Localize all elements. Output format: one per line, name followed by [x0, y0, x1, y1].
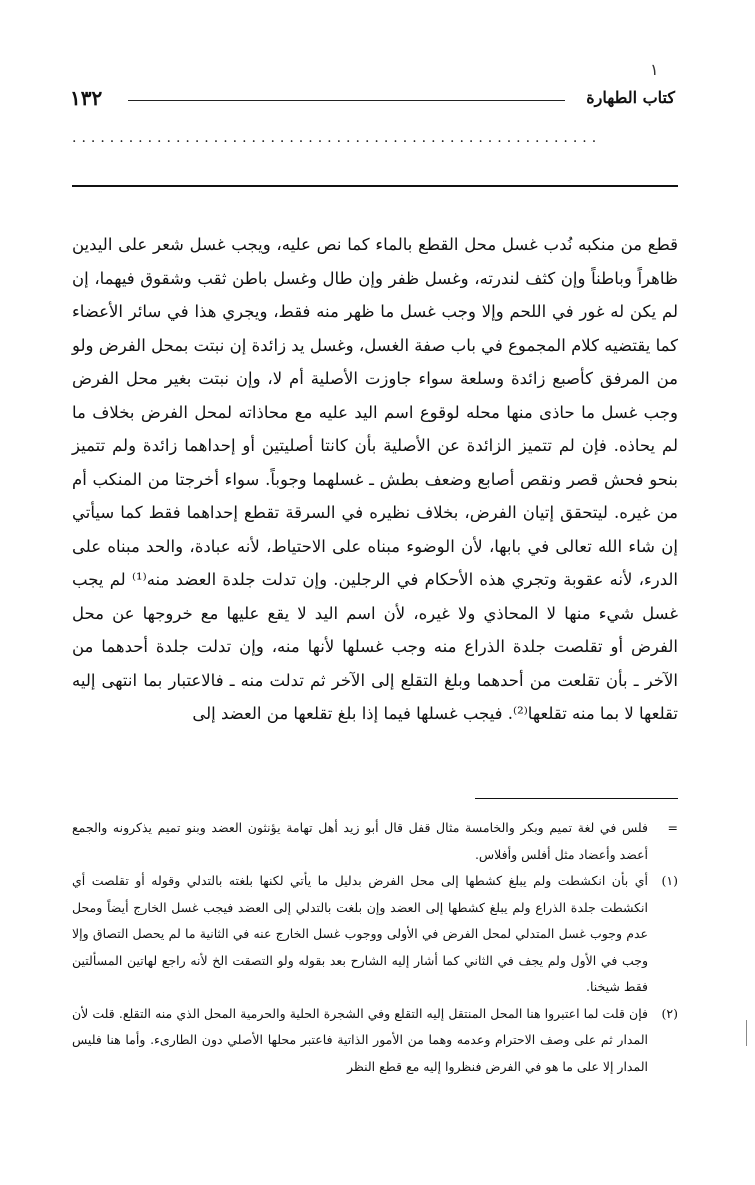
footnote-label: (١)	[661, 873, 678, 888]
page-header	[70, 86, 675, 116]
header-rule	[128, 100, 565, 101]
page-number: ١٣٢	[70, 86, 103, 110]
page-corner-mark: ١	[650, 60, 659, 79]
footnote-text: فلس في لغة تميم وبكر والخامسة مثال قفل قال أبو زيد أهل تهامة يؤنثون العضد وبنو تميم يذكرونه والجمع أعضد وأعضاد مثل أفلس وأفلاس.	[72, 820, 648, 862]
footnote-1	[72, 868, 678, 1001]
running-title: كتاب الطهارة	[586, 88, 675, 107]
main-paragraph: قطع من منكبه نُدب غسل محل القطع بالماء كما نص عليه، ويجب غسل شعر على اليدين ظاهراً وباطناً وإن كثف لندرته، وغسل ظفر وإن طال وغسل باطن ثقب وشقوق فيهما، إن لم يكن له غور في اللحم وإلا وجب غسل ما ظهر منه فقط، ويجري هذا في سائر الأعضاء كما يقتضيه كلام المجموع في باب صفة الغسل، وغسل يد زائدة إن نبتت بمحل الفرض ولو من المرفق كأصبع زائدة وسلعة سواء جاوزت الأصلية أم لا، وإن نبتت بغير محل الفرض وجب غسل ما حاذى منها محله لوقوع اسم اليد عليه مع محاذاته لمحل الفرض بخلاف ما لم يحاذه. فإن لم تتميز الزائدة عن الأصلية بأن كانتا أصليتين أو إحداهما زائدة ولم تتميز بنحو فحش قصر ونقص أصابع وضعف بطش ـ غسلهما وجوباً. سواء أخرجتا من المنكب أم من غيره. ليتحقق إتيان الفرض، بخلاف نظيره في السرقة تقطع إحداهما فقط كما سيأتي إن شاء الله تعالى في بابها، لأن الوضوء مبناه على الاحتياط، لأنه عبادة، والحد مبناه على الدرء، لأنه عقوبة وتجري هذه الأحكام في الرجلين. وإن تدلت جلدة العضد منه⁽¹⁾ لم يجب غسل شيء منها لا المحاذي ولا غيره، لأن اسم اليد لا يقع عليها مع خروجها عن محل الفرض أو تقلصت جلدة الذراع منه وجب غسلها لأنها منه، وإن تدلت جلدة أحدهما من الآخر ـ بأن تقلعت من أحدهما وبلغ التقلع إلى الآخر ثم تدلت منه ـ فالاعتبار بما انتهى إليه تقلعها لا بما منه تقلعها⁽²⁾. فيجب غسلها فيما إذا بلغ تقلعها من العضد إلى	[72, 235, 679, 723]
footnote-continued	[72, 815, 678, 868]
top-rule	[72, 185, 678, 187]
footnote-rule	[475, 798, 678, 799]
footnote-label: =	[667, 820, 678, 835]
footnote-2	[72, 1001, 678, 1081]
main-text	[72, 228, 678, 731]
footnote-text: فإن قلت لما اعتبروا هنا المحل المنتقل إليه التقلع وفي الشجرة الحلية والحرمية المحل الذي منه التقلع. قلت لأن المدار ثم على وصف الاحترام وعدمه وهما من الأمور الذاتية فاعتبر محلها الأصلي دون الطارىء. وأما هنا فليس المدار إلا على ما هو في الفرض فنظروا إليه مع قطع النظر	[72, 1005, 648, 1074]
dotted-separator: ........................................................	[72, 130, 602, 146]
footnotes	[72, 815, 678, 1080]
footnote-label: (٢)	[661, 1005, 678, 1021]
footnote-text: أي بأن انكشطت ولم يبلغ كشطها إلى محل الفرض بدليل ما يأتي لكنها بلغته بالتدلي وقوله أو تقلصت أي انكشطت جلدة الذراع ولم يبلغ كشطها إلى العضد وإن بلغت بالتدلي إلى العضد فيجب غسل الخارج أيضاً ومحل عدم وجوب غسل المتدلي لمحل الفرض في الأولى ووجوب غسل الخارج عنه في الثانية ما لم يحصل التصاق وإلا وجب في الأول ولم يجف في الثاني كما أشار إليه الشارح بعد بقوله ولو التصقت الخ لأنه راجع لهاتين المسألتين فقط شيخنا.	[72, 873, 648, 994]
scan-margin-mark	[746, 1020, 747, 1046]
